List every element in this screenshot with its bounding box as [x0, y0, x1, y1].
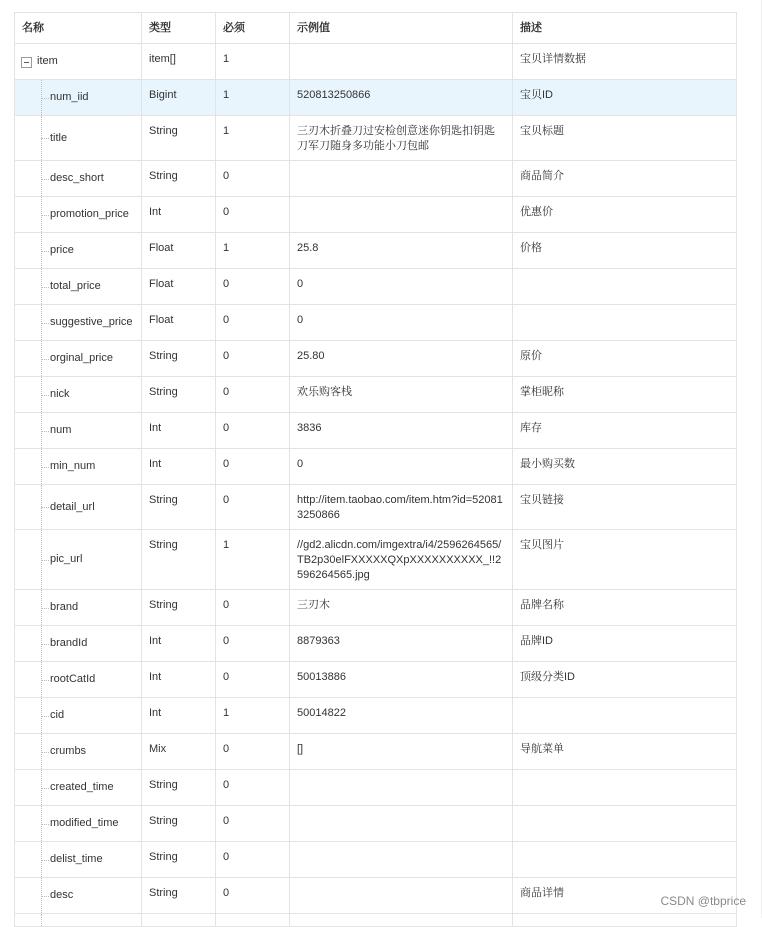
cell-type: String [142, 878, 216, 914]
cell-example: [] [290, 734, 513, 770]
cell-required: 0 [216, 770, 290, 806]
header-required[interactable]: 必须 [216, 13, 290, 44]
cell-name [15, 161, 142, 197]
cell-name-text: suggestive_price [50, 316, 133, 328]
tree-connector-branch [41, 608, 49, 609]
cell-name [15, 341, 142, 377]
cell-example: 0 [290, 305, 513, 341]
cell-required: 0 [216, 806, 290, 842]
cell-type: Int [142, 626, 216, 662]
table-row[interactable] [15, 413, 737, 449]
tree-connector-branch [41, 287, 49, 288]
cell-name [15, 233, 142, 269]
cell-desc [513, 842, 737, 878]
cell-required: 0 [216, 341, 290, 377]
table-header-row [15, 13, 737, 44]
cell-required: 1 [216, 698, 290, 734]
cell-name-text: cid [50, 709, 65, 721]
tree-connector-branch [41, 896, 49, 897]
cell-desc: 最小购买数 [513, 449, 737, 485]
cell-type [142, 914, 216, 927]
cell-desc [513, 770, 737, 806]
cell-desc: 导航菜单 [513, 734, 737, 770]
cell-name [15, 449, 142, 485]
table-row[interactable] [15, 878, 737, 914]
cell-name-text: brand [50, 601, 79, 613]
cell-desc [513, 269, 737, 305]
header-desc[interactable]: 描述 [513, 13, 737, 44]
cell-example: 0 [290, 449, 513, 485]
tree-connector-branch [41, 680, 49, 681]
cell-type: String [142, 377, 216, 413]
cell-required: 0 [216, 413, 290, 449]
csdn-watermark: CSDN @tbprice [660, 894, 746, 908]
tree-connector-branch [41, 215, 49, 216]
tree-connector-branch [41, 359, 49, 360]
cell-name [15, 842, 142, 878]
tree-connector-branch [41, 560, 49, 561]
cell-example: 520813250866 [290, 80, 513, 116]
cell-required: 0 [216, 449, 290, 485]
cell-example [290, 161, 513, 197]
cell-desc: 原价 [513, 341, 737, 377]
table-row[interactable] [15, 734, 737, 770]
cell-required: 1 [216, 530, 290, 590]
tree-connector-branch [41, 251, 49, 252]
table-row[interactable] [15, 305, 737, 341]
cell-desc: 库存 [513, 413, 737, 449]
table-row[interactable] [15, 197, 737, 233]
cell-name [15, 413, 142, 449]
table-row[interactable] [15, 698, 737, 734]
api-response-table-container [14, 12, 736, 927]
header-name[interactable]: 名称 [15, 13, 142, 44]
cell-type: String [142, 485, 216, 530]
cell-type: Bigint [142, 80, 216, 116]
cell-example [290, 44, 513, 80]
cell-required: 1 [216, 80, 290, 116]
cell-name-text: brandId [50, 637, 88, 649]
table-row[interactable] [15, 914, 737, 927]
tree-connector-branch [41, 431, 49, 432]
cell-desc [513, 806, 737, 842]
cell-type: String [142, 590, 216, 626]
cell-example: //gd2.alicdn.com/imgextra/i4/2596264565/TB2p30elFXXXXXQXpXXXXXXXXXX_!!2596264565.jpg [290, 530, 513, 590]
tree-connector-branch [41, 824, 49, 825]
cell-example: 3836 [290, 413, 513, 449]
cell-required: 0 [216, 377, 290, 413]
table-row[interactable] [15, 116, 737, 161]
cell-name-text: num_iid [50, 91, 89, 103]
cell-example: 欢乐购客栈 [290, 377, 513, 413]
cell-name [15, 305, 142, 341]
cell-name [15, 197, 142, 233]
table-row[interactable] [15, 530, 737, 590]
cell-desc [513, 305, 737, 341]
table-row[interactable] [15, 80, 737, 116]
cell-name-text: item [37, 55, 58, 67]
cell-name [15, 878, 142, 914]
cell-name-text: modified_time [50, 817, 119, 829]
cell-example: 25.80 [290, 341, 513, 377]
cell-example: http://item.taobao.com/item.htm?id=520813250866 [290, 485, 513, 530]
cell-name-text: desc [50, 889, 74, 901]
header-type[interactable]: 类型 [142, 13, 216, 44]
cell-required: 0 [216, 305, 290, 341]
cell-type: String [142, 770, 216, 806]
cell-desc: 宝贝标题 [513, 116, 737, 161]
cell-name-text: min_num [50, 460, 96, 472]
cell-name-text: title [50, 131, 68, 144]
cell-type: Int [142, 413, 216, 449]
table-row[interactable] [15, 842, 737, 878]
cell-required: 1 [216, 233, 290, 269]
tree-connector-line [41, 914, 42, 926]
cell-type: String [142, 341, 216, 377]
table-row[interactable] [15, 806, 737, 842]
table-row[interactable] [15, 161, 737, 197]
cell-example [290, 770, 513, 806]
cell-name [15, 806, 142, 842]
cell-name [15, 116, 142, 161]
cell-example: 25.8 [290, 233, 513, 269]
cell-required: 1 [216, 44, 290, 80]
cell-type: item[] [142, 44, 216, 80]
api-response-table [14, 12, 737, 927]
cell-required: 0 [216, 161, 290, 197]
cell-required: 0 [216, 590, 290, 626]
tree-connector-branch [41, 644, 49, 645]
cell-type: Float [142, 233, 216, 269]
cell-name [15, 914, 142, 927]
cell-desc: 宝贝图片 [513, 530, 737, 590]
cell-desc: 商品详情 [513, 878, 737, 914]
table-row[interactable] [15, 590, 737, 626]
header-example[interactable]: 示例值 [290, 13, 513, 44]
cell-desc: 价格 [513, 233, 737, 269]
cell-type: String [142, 116, 216, 161]
tree-connector-branch [41, 179, 49, 180]
table-row[interactable] [15, 485, 737, 530]
cell-example [290, 842, 513, 878]
cell-example: 三刃木折叠刀过安检创意迷你钥匙扣钥匙刀军刀随身多功能小刀包邮 [290, 116, 513, 161]
cell-example [290, 806, 513, 842]
cell-desc: 优惠价 [513, 197, 737, 233]
tree-connector-branch [41, 138, 49, 139]
cell-type: Float [142, 305, 216, 341]
table-row[interactable] [15, 626, 737, 662]
cell-name-text: delist_time [50, 853, 103, 865]
cell-desc: 宝贝链接 [513, 485, 737, 530]
cell-desc: 宝贝ID [513, 80, 737, 116]
cell-type: String [142, 806, 216, 842]
tree-connector-branch [41, 716, 49, 717]
cell-desc [513, 914, 737, 927]
tree-connector-branch [41, 507, 49, 508]
cell-name [15, 485, 142, 530]
table-row[interactable] [15, 341, 737, 377]
cell-desc [513, 698, 737, 734]
collapse-toggle-icon[interactable] [21, 57, 32, 68]
cell-name-text: nick [50, 388, 70, 400]
cell-example: 8879363 [290, 626, 513, 662]
table-row[interactable] [15, 269, 737, 305]
cell-type: String [142, 161, 216, 197]
cell-required: 0 [216, 269, 290, 305]
cell-name [15, 662, 142, 698]
cell-name [15, 377, 142, 413]
cell-name [15, 626, 142, 662]
cell-required: 0 [216, 878, 290, 914]
cell-name-text: detail_url [50, 500, 95, 513]
cell-example: 50014822 [290, 698, 513, 734]
cell-required: 0 [216, 485, 290, 530]
table-row-item[interactable] [15, 44, 737, 80]
cell-name [15, 734, 142, 770]
cell-desc: 商品简介 [513, 161, 737, 197]
cell-name-text: total_price [50, 280, 101, 292]
cell-type: Int [142, 662, 216, 698]
cell-name [15, 80, 142, 116]
cell-example [290, 197, 513, 233]
cell-required: 0 [216, 197, 290, 233]
cell-type: Int [142, 449, 216, 485]
cell-name-text: orginal_price [50, 352, 113, 364]
cell-name-text: promotion_price [50, 208, 129, 220]
cell-name-text: desc_short [50, 172, 104, 184]
table-row[interactable] [15, 377, 737, 413]
cell-desc: 品牌名称 [513, 590, 737, 626]
table-row[interactable] [15, 449, 737, 485]
tree-connector-branch [41, 860, 49, 861]
cell-type: Mix [142, 734, 216, 770]
cell-name [15, 590, 142, 626]
cell-example: 三刃木 [290, 590, 513, 626]
cell-type: Float [142, 269, 216, 305]
cell-desc: 顶级分类ID [513, 662, 737, 698]
tree-connector-branch [41, 98, 49, 99]
tree-connector-branch [41, 467, 49, 468]
cell-type: String [142, 530, 216, 590]
cell-name [15, 770, 142, 806]
cell-required: 0 [216, 734, 290, 770]
cell-name-text: num [50, 424, 72, 436]
cell-name [15, 269, 142, 305]
table-row[interactable] [15, 233, 737, 269]
cell-required: 1 [216, 116, 290, 161]
cell-desc: 品牌ID [513, 626, 737, 662]
tree-connector-branch [41, 395, 49, 396]
cell-name [15, 698, 142, 734]
cell-required: 0 [216, 662, 290, 698]
cell-name-text: crumbs [50, 745, 87, 757]
cell-type: Int [142, 698, 216, 734]
cell-type: Int [142, 197, 216, 233]
cell-required [216, 914, 290, 927]
tree-connector-branch [41, 788, 49, 789]
cell-required: 0 [216, 626, 290, 662]
cell-name [15, 530, 142, 590]
cell-required: 0 [216, 842, 290, 878]
cell-name-text: price [50, 244, 74, 256]
cell-name-text: created_time [50, 781, 114, 793]
cell-name-text: pic_url [50, 553, 83, 565]
cell-example: 0 [290, 269, 513, 305]
table-row[interactable] [15, 770, 737, 806]
cell-desc: 掌柜昵称 [513, 377, 737, 413]
cell-example [290, 878, 513, 914]
tree-connector-branch [41, 323, 49, 324]
cell-desc: 宝贝详情数据 [513, 44, 737, 80]
table-row[interactable] [15, 662, 737, 698]
cell-name-text: rootCatId [50, 673, 96, 685]
tree-connector-branch [41, 752, 49, 753]
cell-name [15, 44, 142, 80]
cell-example [290, 914, 513, 927]
cell-type: String [142, 842, 216, 878]
cell-example: 50013886 [290, 662, 513, 698]
